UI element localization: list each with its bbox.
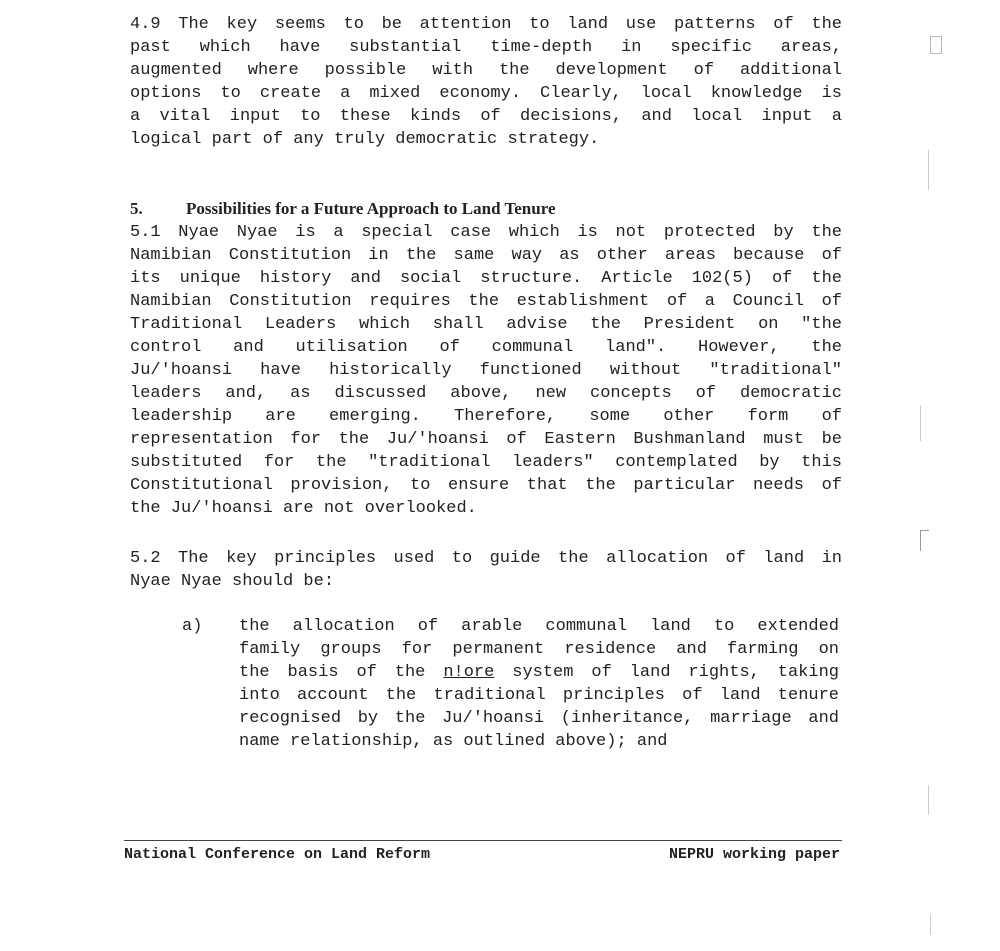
section-heading (130, 199, 556, 219)
text-line: Namibian Constitution in the same way as other areas because of (130, 246, 842, 265)
text-line: its unique history and social structure. Article 102(5) of the (130, 269, 842, 288)
text-line (239, 661, 839, 684)
text-line: the Ju/'hoansi are not overlooked. (130, 499, 477, 518)
section-title: Possibilities for a Future Approach to Land Tenure (186, 199, 556, 218)
text-line: logical part of any truly democratic strategy. (130, 130, 600, 149)
text-line: Traditional Leaders which shall advise the President on "the (130, 315, 842, 334)
text-line: 5.1 Nyae Nyae is a special case which is not protected by the (130, 223, 842, 242)
text-line: Constitutional provision, to ensure that the particular needs of (130, 476, 842, 495)
scan-artifact (930, 36, 942, 54)
text-line: into account the traditional principles of land tenure (239, 686, 839, 705)
paragraph-4-9 (130, 13, 842, 151)
footer-rule (124, 840, 842, 841)
list-item-body (239, 615, 839, 753)
text-line: name relationship, as outlined above); and (239, 732, 668, 751)
text-line: recognised by the Ju/'hoansi (inheritance, marriage and (239, 709, 839, 728)
text-line: Namibian Constitution requires the establishment of a Council of (130, 292, 842, 311)
text-line: substituted for the "traditional leaders" contemplated by this (130, 453, 842, 472)
text-line: Ju/'hoansi have historically functioned without "traditional" (130, 361, 842, 380)
text-line: representation for the Ju/'hoansi of Eastern Bushmanland must be (130, 430, 842, 449)
footer-left: National Conference on Land Reform (124, 846, 431, 863)
text-line: 5.2 The key principles used to guide the allocation of land in (130, 549, 842, 568)
text-line: a vital input to these kinds of decisions, and local input a (130, 107, 842, 126)
text-line: Nyae Nyae should be: (130, 572, 335, 591)
text-line: the allocation of arable communal land to extended (239, 617, 839, 636)
text-line: past which have substantial time-depth in specific areas, (130, 38, 842, 57)
text-line: 4.9 The key seems to be attention to land use patterns of the (130, 15, 842, 34)
paragraph-5-1 (130, 221, 842, 520)
scan-artifact (920, 405, 921, 441)
scan-artifact (928, 785, 929, 815)
scan-artifact (928, 150, 929, 190)
nore-term: n!ore (443, 663, 495, 682)
text-fragment: the basis of the (239, 663, 444, 682)
text-fragment: system of land rights, taking (494, 663, 839, 682)
text-line: leaders and, as discussed above, new concepts of democratic (130, 384, 842, 403)
footer-right: NEPRU working paper (668, 846, 840, 863)
section-number: 5. (130, 199, 143, 218)
paragraph-5-2 (130, 547, 842, 593)
text-line: options to create a mixed economy. Clearly, local knowledge is (130, 84, 842, 103)
scan-artifact (920, 530, 929, 551)
scan-artifact (930, 915, 931, 935)
text-line: control and utilisation of communal land". However, the (130, 338, 842, 357)
text-line: leadership are emerging. Therefore, some other form of (130, 407, 842, 426)
text-line: family groups for permanent residence and farming on (239, 640, 839, 659)
list-marker: a) (182, 617, 203, 636)
text-line: augmented where possible with the development of additional (130, 61, 842, 80)
